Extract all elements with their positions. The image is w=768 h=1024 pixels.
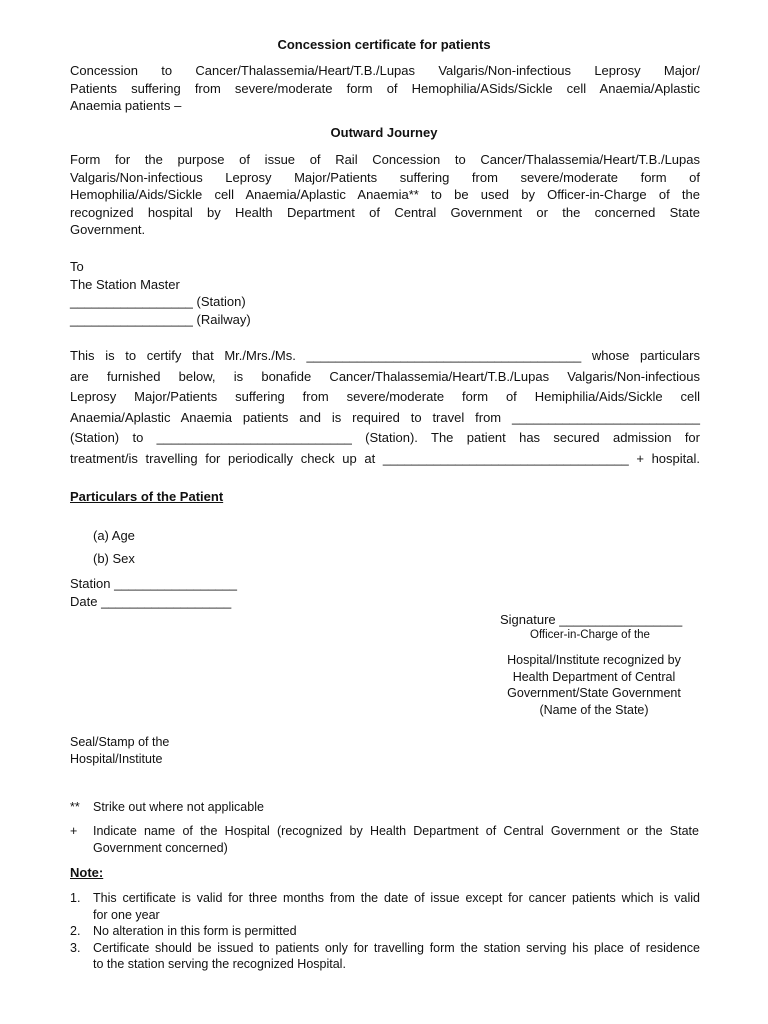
intro-paragraph	[70, 62, 700, 115]
note-list	[70, 890, 700, 973]
signature-officer: Officer-in-Charge of the	[530, 629, 650, 641]
note-line: to the station serving the recognized Hospital.	[93, 957, 346, 971]
note-heading: Note:	[70, 865, 104, 880]
institute-line: Government/State Government	[507, 686, 681, 700]
purpose-line: Government.	[70, 222, 146, 237]
intro-line: Patients suffering from severe/moderate form of Hemophilia/ASids/Sickle cell Anaemia/Aplastic	[70, 80, 700, 96]
particulars-heading: Particulars of the Patient	[70, 489, 224, 504]
signature-institute	[490, 652, 698, 718]
note-line: No alteration in this form is permitted	[93, 924, 297, 938]
certify-line: Leprosy Major/Patients suffering from severe/moderate form of Hemiphilia/Aids/Sickle cell	[70, 389, 700, 405]
footnote-strike	[70, 799, 80, 816]
address-block	[70, 258, 251, 328]
footnote-plus-text	[93, 823, 699, 856]
institute-line: (Name of the State)	[539, 702, 649, 717]
date-field[interactable]: Date __________________	[70, 594, 232, 609]
note-text	[93, 923, 700, 940]
form-purpose-paragraph	[70, 151, 700, 239]
note-number: 3.	[70, 940, 81, 955]
note-number: 2.	[70, 924, 81, 938]
footnote-text: Strike out where not applicable	[93, 800, 264, 814]
note-line: Certificate should be issued to patients only for travelling form the station serving his place of residence	[93, 940, 700, 955]
certify-line: are furnished below, is bonafide Cancer/Thalassemia/Heart/T.B./Lupas Valgaris/Non-infectious	[70, 368, 700, 384]
footnote-text: Indicate name of the Hospital (recognized by Health Department of Central Government or the State	[93, 824, 699, 838]
intro-line: Anaemia patients –	[70, 98, 182, 113]
seal-line: Seal/Stamp of the	[70, 735, 170, 749]
note-text	[93, 890, 700, 923]
footnote-mark: +	[70, 824, 78, 838]
note-line: for one year	[93, 907, 160, 922]
note-number: 1.	[70, 891, 81, 905]
signature-field[interactable]: Signature _________________	[500, 612, 683, 627]
particular-sex: (b) Sex	[93, 551, 135, 566]
footnote-text: Government concerned)	[93, 840, 228, 855]
purpose-line: recognized hospital by Health Department of Central Government or the concerned State	[70, 204, 700, 220]
institute-line: Hospital/Institute recognized by	[507, 653, 681, 667]
note-item	[70, 940, 700, 973]
seal-stamp-label	[70, 734, 169, 767]
certify-line: (Station) to ___________________________ (Station). The patient has secured admission for	[70, 430, 700, 446]
note-text	[93, 940, 700, 973]
address-to: To	[70, 259, 84, 274]
particulars-list	[93, 524, 135, 570]
footnote-mark: **	[70, 800, 80, 814]
purpose-line: Hemophilia/Aids/Sickle cell Anaemia/Aplastic Anaemia** to be used by Officer-in-Charge of the	[70, 187, 700, 202]
page-title: Concession certificate for patients	[277, 37, 491, 52]
note-item	[70, 923, 700, 940]
purpose-line: Form for the purpose of issue of Rail Concession to Cancer/Thalassemia/Heart/T.B./Lupas	[70, 152, 700, 167]
note-line: This certificate is valid for three months from the date of issue except for cancer patients which is valid	[93, 891, 700, 905]
certify-line: treatment/is travelling for periodically check up at __________________________________ + hospital.	[70, 450, 700, 466]
particular-age: (a) Age	[93, 528, 135, 543]
certify-paragraph	[70, 346, 700, 470]
seal-line: Hospital/Institute	[70, 751, 163, 766]
footnote-plus	[70, 823, 77, 840]
note-item	[70, 890, 700, 923]
purpose-line: Valgaris/Non-infectious Leprosy Major/Patients suffering from severe/moderate form of	[70, 169, 700, 185]
address-station-master: The Station Master	[70, 276, 180, 292]
station-field[interactable]: Station _________________	[70, 576, 237, 591]
railway-input[interactable]: _________________ (Railway)	[70, 311, 251, 327]
station-input[interactable]: _________________ (Station)	[70, 294, 246, 309]
footnote-strike-text	[93, 799, 264, 816]
certify-line: This is to certify that Mr./Mrs./Ms. ______________________________________ whose particulars	[70, 348, 700, 363]
institute-line: Health Department of Central	[512, 669, 676, 684]
subtitle: Outward Journey	[330, 125, 438, 140]
intro-line: Concession to Cancer/Thalassemia/Heart/T.B./Lupas Valgaris/Non-infectious Leprosy Major/	[70, 63, 700, 78]
certify-line: Anaemia/Aplastic Anaemia patients and is required to travel from __________________________	[70, 409, 700, 425]
